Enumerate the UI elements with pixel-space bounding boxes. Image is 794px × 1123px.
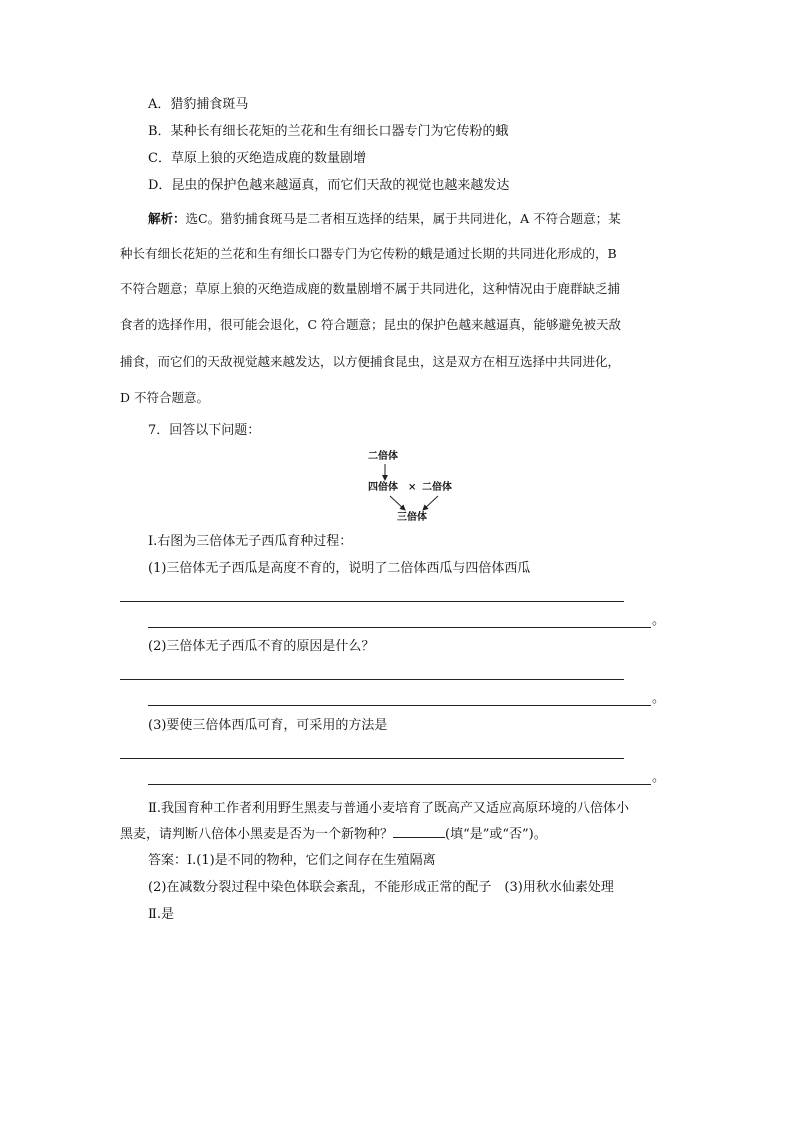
- question-3: (3)要使三倍体西瓜可育，可采用的方法是: [148, 718, 388, 733]
- solution-line-2: 种长有细长花矩的兰花和生有细长口器专门为它传粉的蛾是通过长期的共同进化形成的，B: [120, 246, 617, 261]
- question-7-title: 7．回答以下问题：: [148, 423, 261, 438]
- arrow-right-to-bottom: [423, 496, 438, 510]
- part2-line-1: Ⅱ.我国育种工作者利用野生黑麦与普通小麦培育了既高产又适应高原环境的八倍体小: [148, 801, 629, 816]
- answer-line-3: Ⅱ.是: [148, 907, 174, 922]
- answer-line-1b: [148, 627, 651, 628]
- option-a: A．猎豹捕食斑马: [148, 97, 249, 112]
- diagram-tetraploid: 四倍体: [368, 482, 398, 493]
- answer-line-2: (2)在减数分裂过程中染色体联会紊乱，不能形成正常的配子 (3)用秋水仙素处理: [148, 880, 614, 895]
- period-3: 。: [652, 770, 666, 785]
- answer-line-3a: [120, 758, 624, 759]
- option-b: B．某种长有细长花矩的兰花和生有细长口器专门为它传粉的蛾: [148, 124, 509, 139]
- solution-line-4: 食者的选择作用，很可能会退化，C 符合题意；昆虫的保护色越来越逼真，能够避免被天敌: [120, 317, 622, 332]
- part1-intro: Ⅰ.右图为三倍体无子西瓜育种过程：: [148, 534, 353, 549]
- arrow-left-to-bottom: [390, 496, 405, 510]
- option-c: C．草原上狼的灭绝造成鹿的数量剧增: [148, 151, 366, 166]
- answer-line-1: 答案：Ⅰ.(1)是不同的物种，它们之间存在生殖隔离: [148, 853, 436, 868]
- answer-line-3b: [148, 784, 651, 785]
- option-d: D．昆虫的保护色越来越逼真，而它们天敌的视觉也越来越发达: [148, 178, 510, 193]
- answer-line-2a: [120, 679, 624, 680]
- solution-line-1: 解析：选C。猎豹捕食斑马是二者相互选择的结果，属于共同进化，A 不符合题意；某: [148, 211, 621, 226]
- solution-line-3: 不符合题意；草原上狼的灭绝造成鹿的数量剧增不属于共同进化，这种情况由于鹿群缺乏捕: [120, 281, 621, 296]
- solution-line-6: D 不符合题意。: [120, 390, 209, 405]
- period-2: 。: [652, 691, 666, 706]
- diagram-diploid-right: 二倍体: [422, 482, 452, 493]
- solution-label: 解析：: [148, 211, 186, 226]
- diagram-triploid: 三倍体: [397, 512, 427, 523]
- question-2: (2)三倍体无子西瓜不育的原因是什么？: [148, 639, 375, 654]
- answer-line-1a: [120, 601, 624, 602]
- solution-line-5: 捕食，而它们的天敌视觉越来越发达，以方便捕食昆虫，这是双方在相互选择中共同进化，: [120, 354, 621, 369]
- diagram-cross-symbol: ×: [408, 482, 417, 493]
- part2-line-2: 黑麦，请判断八倍体小黑麦是否为一个新物种？ (填“是”或“否”)。: [120, 827, 547, 842]
- question-1: (1)三倍体无子西瓜是高度不育的，说明了二倍体西瓜与四倍体西瓜: [148, 561, 531, 576]
- breeding-diagram: [360, 448, 470, 528]
- part2-blank[interactable]: [393, 825, 445, 838]
- period-1: 。: [652, 613, 666, 628]
- answer-line-2b: [148, 705, 651, 706]
- diagram-diploid-top: 二倍体: [368, 451, 398, 462]
